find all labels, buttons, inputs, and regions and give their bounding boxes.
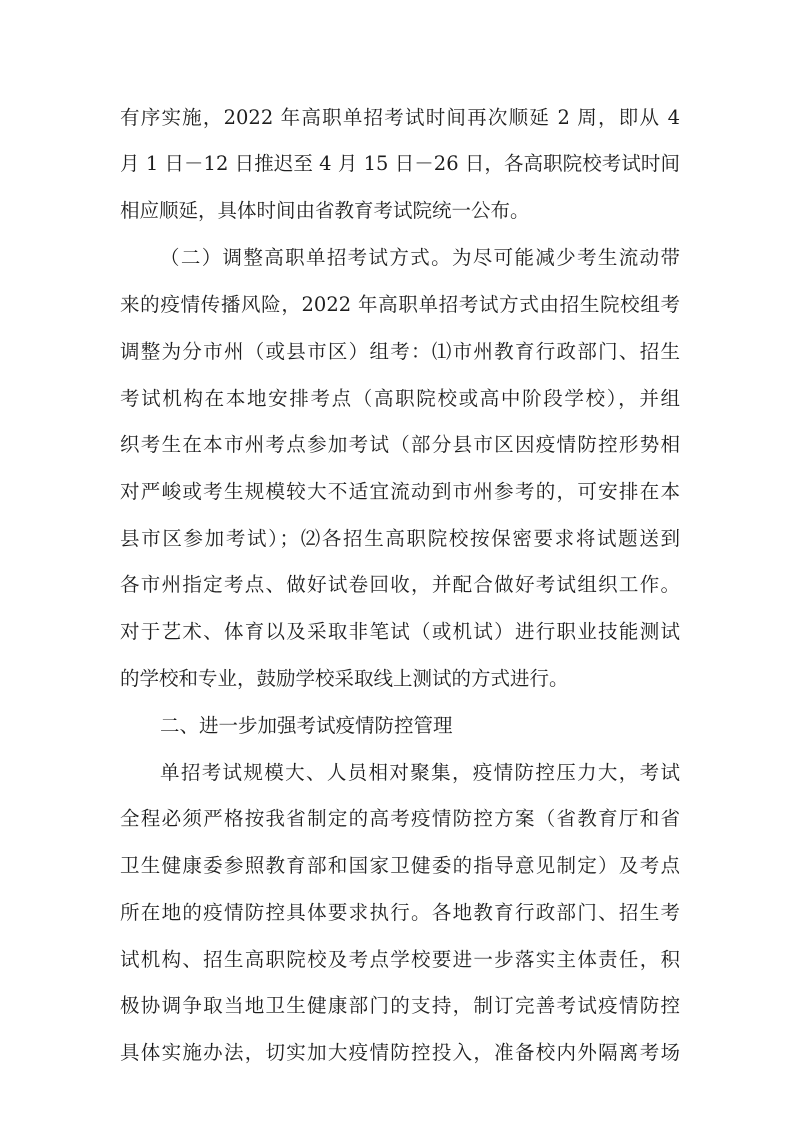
paragraph-line: 全程必须严格按我省制定的高考疫情防控方案（省教育厅和省 (120, 807, 680, 830)
section-heading: 二、进一步加强考试疫情防控管理 (160, 714, 453, 737)
paragraph-line: 具体实施办法，切实加大疫情防控投入，准备校内外隔离考场 (120, 1041, 680, 1064)
paragraph-line: 相应顺延，具体时间由省教育考试院统一公布。 (120, 199, 530, 222)
paragraph-line: 的学校和专业，鼓励学校采取线上测试的方式进行。 (120, 667, 569, 690)
paragraph-line: 试机构、招生高职院校及考点学校要进一步落实主体责任，积 (120, 948, 680, 971)
paragraph-line: 有序实施，2022 年高职单招考试时间再次顺延 2 周，即从 4 (120, 106, 680, 129)
paragraph-line: 月 1 日－12 日推迟至 4 月 15 日－26 日，各高职院校考试时间 (120, 152, 680, 175)
paragraph-line: 卫生健康委参照教育部和国家卫健委的指导意见制定）及考点 (120, 854, 680, 877)
paragraph-line: 各市州指定考点、做好试卷回收，并配合做好考试组织工作。 (120, 573, 680, 596)
paragraph-line: 对严峻或考生规模较大不适宜流动到市州参考的，可安排在本 (120, 480, 680, 503)
paragraph-first-line: （二）调整高职单招考试方式。为尽可能减少考生流动带 (160, 246, 680, 269)
paragraph-line: 考试机构在本地安排考点（高职院校或高中阶段学校），并组 (120, 387, 680, 410)
paragraph-line: 来的疫情传播风险，2022 年高职单招考试方式由招生院校组考 (120, 293, 680, 316)
paragraph-line: 县市区参加考试）；⑵各招生高职院校按保密要求将试题送到 (120, 527, 680, 550)
paragraph-line: 调整为分市州（或县市区）组考：⑴市州教育行政部门、招生 (120, 340, 680, 363)
paragraph-line: 所在地的疫情防控具体要求执行。各地教育行政部门、招生考 (120, 901, 680, 924)
paragraph-line: 对于艺术、体育以及采取非笔试（或机试）进行职业技能测试 (120, 620, 680, 643)
paragraph-line: 织考生在本市州考点参加考试（部分县市区因疫情防控形势相 (120, 433, 680, 456)
paragraph-first-line: 单招考试规模大、人员相对聚集，疫情防控压力大，考试 (160, 761, 680, 784)
paragraph-line: 极协调争取当地卫生健康部门的支持，制订完善考试疫情防控 (120, 994, 680, 1017)
